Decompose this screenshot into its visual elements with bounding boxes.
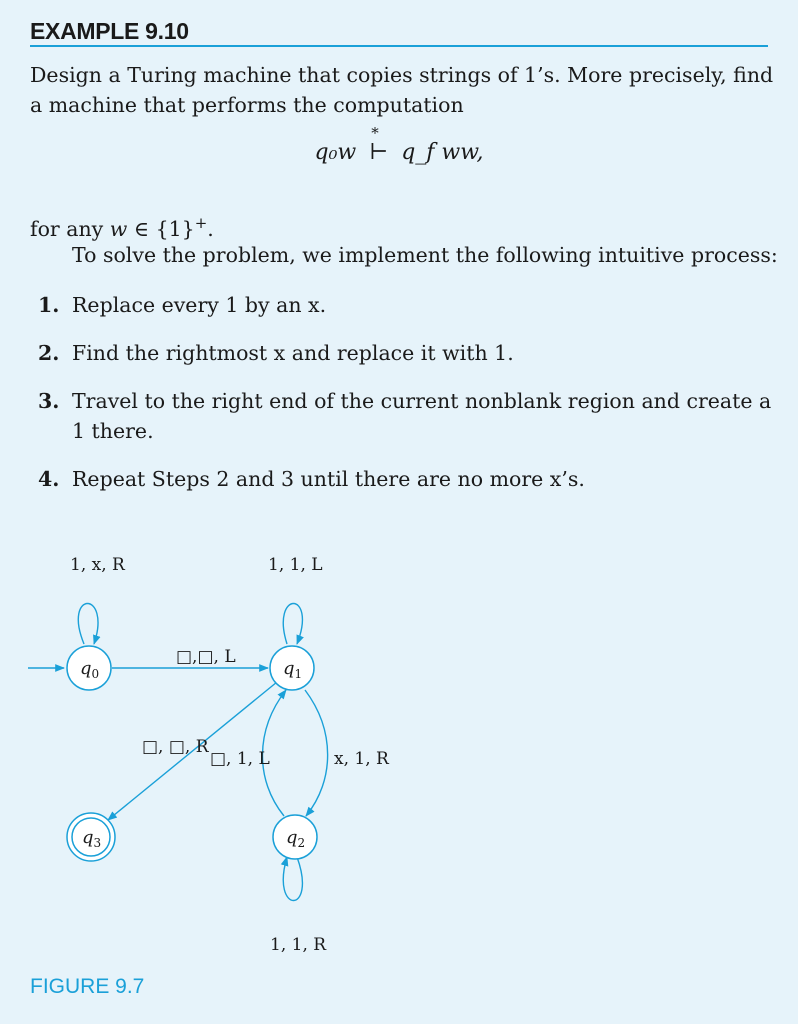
state-q0-label: $q_0$ [80,658,100,681]
turnstile-star: * [371,124,379,142]
step-text: Repeat Steps 2 and 3 until there are no more x’s. [72,467,585,491]
edge-q2-q2 [283,857,302,901]
forall-line [30,208,214,244]
step-item [38,464,783,494]
state-q1 [270,646,314,690]
turnstile-symbol [369,124,389,165]
state-diagram [0,540,798,970]
state-q1-label: $q_1$ [283,658,303,681]
label-q1-q1: 1, 1, L [268,555,323,575]
state-q3-label: $q_3$ [82,827,102,850]
step-item [38,290,783,320]
label-q1-q2: x, 1, R [334,749,389,769]
forall-var: w [109,216,128,241]
label-q2-q2: 1, 1, R [270,935,327,955]
figure-caption: FIGURE 9.7 [30,975,145,998]
state-q2 [273,815,317,859]
forall-end: . [207,216,214,241]
forall-member: ∈ {1} [133,216,195,241]
label-q0-q1: □,□, L [176,647,236,667]
label-q1-q3: □, □, R [142,737,209,757]
computation-formula [0,124,798,165]
state-q3 [67,813,115,861]
formula-left: q₀w [314,140,357,165]
step-number: 3. [38,389,60,413]
state-q0 [67,646,111,690]
step-item [38,338,783,368]
formula-right: q_f ww, [401,140,484,165]
turnstile-glyph: ⊢ [369,140,389,165]
state-q2-label: $q_2$ [286,827,306,850]
intro-paragraph: Design a Turing machine that copies strings of 1’s. More precisely, find a machine that performs the computation [30,63,774,117]
forall-prefix: for any [30,216,104,241]
heading-rule [30,45,768,47]
step-item [38,386,783,446]
step-text: Travel to the right end of the current nonblank region and create a 1 there. [72,389,772,443]
label-q2-q1: □, 1, L [210,749,270,769]
label-q0-q0: 1, x, R [70,555,125,575]
edge-q1-q2 [305,690,328,816]
step-number: 4. [38,467,60,491]
edge-q0-q0 [78,604,98,645]
forall-sup: + [194,214,208,232]
step-number: 2. [38,341,60,365]
steps-list [38,290,783,512]
step-text: Find the rightmost x and replace it with 1. [72,341,514,365]
edge-q1-q1 [283,604,302,645]
solve-paragraph: To solve the problem, we implement the following intuitive process: [72,243,778,267]
example-heading: EXAMPLE 9.10 [30,18,189,44]
step-number: 1. [38,293,60,317]
step-text: Replace every 1 by an x. [72,293,327,317]
